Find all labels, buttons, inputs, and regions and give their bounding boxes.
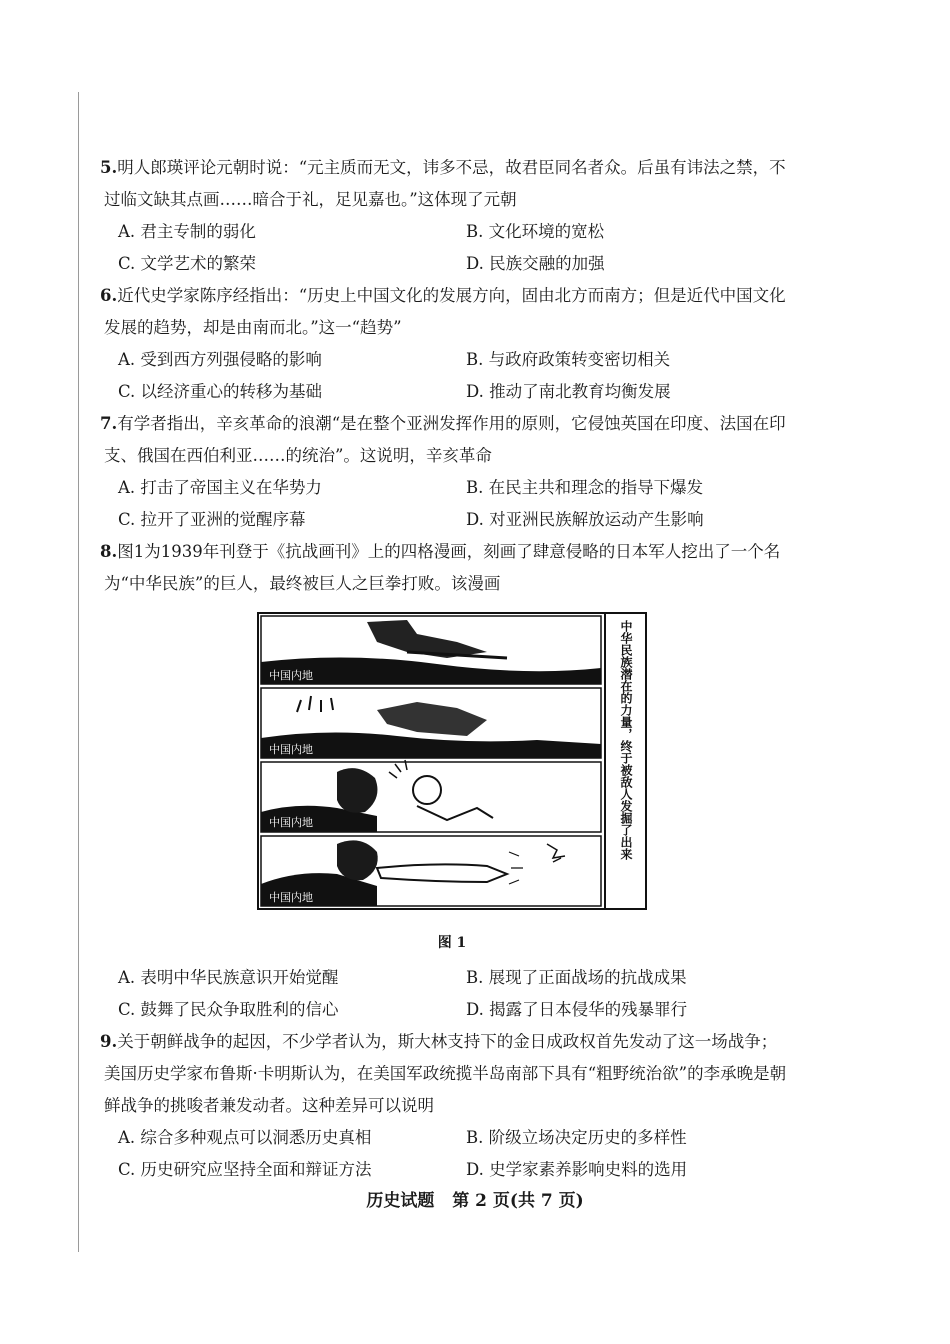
option-d[interactable]: D. 民族交融的加强: [466, 254, 605, 273]
question-5: [100, 152, 790, 280]
option-c[interactable]: C. 文学艺术的繁荣: [118, 254, 257, 273]
question-number: 6.: [100, 286, 118, 305]
figure-caption: 图 1: [437, 935, 467, 951]
exam-page: [100, 152, 790, 1186]
question-stem: 关于朝鲜战争的起因，不少学者认为，斯大林支持下的金日成政权首先发动了这一场战争；美国历史学家布鲁斯·卡明斯认为，在美国军政统揽半岛南部下具有“粗野统治欲”的李承晚是朝鲜战争的挑唆者兼发动者。这种差异可以说明: [104, 1032, 787, 1115]
option-b[interactable]: B. 与政府政策转变密切相关: [466, 350, 671, 369]
option-c[interactable]: C. 历史研究应坚持全面和辩证方法: [118, 1160, 372, 1179]
option-a[interactable]: A. 打击了帝国主义在华势力: [118, 478, 322, 497]
options: [118, 472, 790, 536]
side-text-box: [609, 620, 643, 904]
cartoon-side-text: 中华民族潜在的力量，终于被敌人发掘了出来: [619, 620, 633, 860]
question-8: [100, 536, 790, 1026]
cartoon-panel-4: [261, 836, 601, 906]
panel-label: 中国内地: [269, 816, 313, 829]
option-c[interactable]: C. 拉开了亚洲的觉醒序幕: [118, 510, 306, 529]
options: [118, 344, 790, 408]
question-number: 7.: [100, 414, 118, 433]
four-panel-cartoon: [257, 612, 647, 910]
option-b[interactable]: B. 展现了正面战场的抗战成果: [466, 968, 687, 987]
option-c[interactable]: C. 以经济重心的转移为基础: [118, 382, 323, 401]
option-c[interactable]: C. 鼓舞了民众争取胜利的信心: [118, 1000, 339, 1019]
question-stem: 近代史学家陈序经指出：“历史上中国文化的发展方向，固由北方而南方；但是近代中国文化发展的趋势，却是由南而北。”这一“趋势”: [104, 286, 786, 337]
binding-margin-line: [78, 92, 79, 1252]
question-number: 5.: [100, 158, 118, 177]
options: [118, 216, 790, 280]
question-6: [100, 280, 790, 408]
option-d[interactable]: D. 推动了南北教育均衡发展: [466, 382, 671, 401]
cartoon-panel-1: [261, 616, 601, 684]
figure-1: [257, 612, 647, 952]
question-number: 9.: [100, 1032, 118, 1051]
option-b[interactable]: B. 阶级立场决定历史的多样性: [466, 1128, 687, 1147]
option-d[interactable]: D. 史学家素养影响史料的选用: [466, 1160, 688, 1179]
cartoon-panel-3: [261, 760, 601, 832]
options: [118, 962, 790, 1026]
question-number: 8.: [100, 542, 118, 561]
options: [118, 1122, 790, 1186]
question-7: [100, 408, 790, 536]
panel-label: 中国内地: [269, 743, 313, 756]
option-d[interactable]: D. 揭露了日本侵华的残暴罪行: [466, 1000, 688, 1019]
option-a[interactable]: A. 表明中华民族意识开始觉醒: [118, 968, 339, 987]
panel-label: 中国内地: [269, 669, 313, 682]
option-b[interactable]: B. 在民主共和理念的指导下爆发: [466, 478, 704, 497]
footer-subject: 历史试题: [366, 1191, 435, 1211]
option-d[interactable]: D. 对亚洲民族解放运动产生影响: [466, 510, 704, 529]
option-a[interactable]: A. 综合多种观点可以洞悉历史真相: [118, 1128, 372, 1147]
option-a[interactable]: A. 君主专制的弱化: [118, 222, 256, 241]
question-stem: 有学者指出，辛亥革命的浪潮“是在整个亚洲发挥作用的原则，它侵蚀英国在印度、法国在印支、俄国在西伯利亚……的统治”。这说明，辛亥革命: [104, 414, 786, 465]
option-a[interactable]: A. 受到西方列强侵略的影响: [118, 350, 322, 369]
page-footer: [0, 1186, 950, 1211]
footer-page-number: 第 2 页(共 7 页): [452, 1191, 584, 1211]
cartoon-panel-2: [261, 688, 601, 758]
panel-label: 中国内地: [269, 891, 313, 904]
question-stem: 明人郎瑛评论元朝时说：“元主质而无文，讳多不忌，故君臣同名者众。后虽有讳法之禁，不过临文缺其点画……暗合于礼，足见嘉也。”这体现了元朝: [104, 158, 786, 209]
question-stem: 图1为1939年刊登于《抗战画刊》上的四格漫画，刻画了肆意侵略的日本军人挖出了一个名为“中华民族”的巨人，最终被巨人之巨拳打败。该漫画: [104, 542, 781, 593]
question-9: [100, 1026, 790, 1186]
option-b[interactable]: B. 文化环境的宽松: [466, 222, 605, 241]
